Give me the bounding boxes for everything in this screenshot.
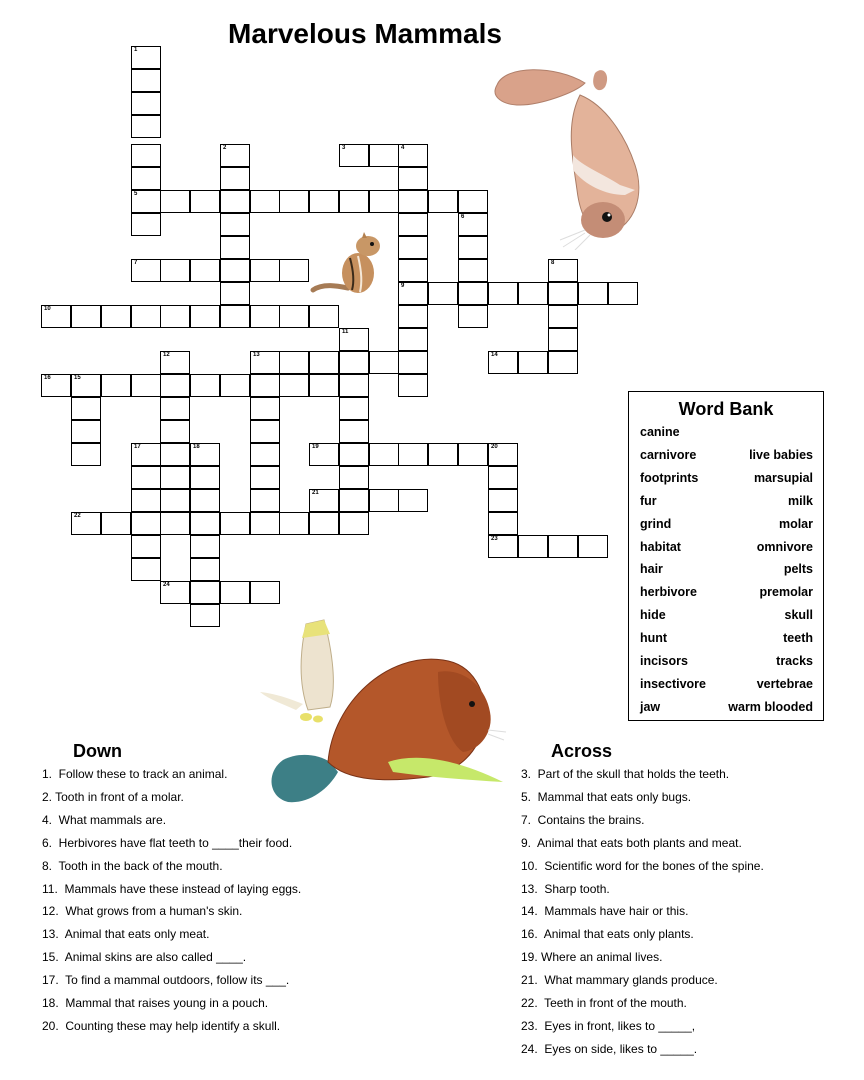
- crossword-cell[interactable]: [131, 443, 161, 466]
- crossword-cell[interactable]: [160, 443, 190, 466]
- cell-number: 17: [134, 444, 141, 450]
- crossword-cell[interactable]: [339, 144, 369, 167]
- crossword-cell[interactable]: [41, 305, 71, 328]
- crossword-cell[interactable]: [369, 443, 399, 466]
- crossword-cell[interactable]: [190, 558, 220, 581]
- crossword-cell[interactable]: [398, 236, 428, 259]
- crossword-cell[interactable]: [71, 305, 101, 328]
- crossword-cell[interactable]: [220, 144, 250, 167]
- word-bank: [628, 391, 824, 721]
- crossword-cell[interactable]: [71, 374, 101, 397]
- word-bank-word: carnivore: [640, 447, 697, 462]
- crossword-cell[interactable]: [458, 190, 488, 213]
- crossword-cell[interactable]: [71, 512, 101, 535]
- crossword-cell[interactable]: [220, 213, 250, 236]
- word-bank-word: hunt: [640, 631, 668, 646]
- crossword-cell[interactable]: [190, 259, 220, 282]
- word-bank-word: grind: [640, 516, 672, 531]
- crossword-cell[interactable]: [428, 282, 458, 305]
- crossword-cell[interactable]: [578, 282, 608, 305]
- word-bank-word: fur: [640, 493, 657, 508]
- crossword-cell[interactable]: [398, 190, 428, 213]
- word-bank-word: hide: [640, 608, 666, 623]
- word-bank-word: jaw: [640, 699, 661, 714]
- across-clue: 22. Teeth in front of the mouth.: [521, 996, 687, 1010]
- crossword-cell[interactable]: [548, 259, 578, 282]
- crossword-cell[interactable]: [190, 443, 220, 466]
- word-bank-word: pelts: [783, 562, 813, 577]
- crossword-cell[interactable]: [250, 581, 280, 604]
- word-bank-word: molar: [778, 516, 813, 531]
- crossword-cell[interactable]: [398, 443, 428, 466]
- word-bank-title: Word Bank: [678, 399, 774, 419]
- crossword-cell[interactable]: [488, 282, 518, 305]
- crossword-cell[interactable]: [339, 512, 369, 535]
- crossword-cell[interactable]: [220, 259, 250, 282]
- cell-number: 9: [401, 283, 405, 289]
- crossword-cell[interactable]: [220, 236, 250, 259]
- across-clue: 13. Sharp tooth.: [521, 881, 610, 896]
- cell-number: 13: [253, 352, 260, 358]
- crossword-cell[interactable]: [160, 397, 190, 420]
- word-bank-word: omnivore: [756, 539, 813, 554]
- crossword-cell[interactable]: [339, 466, 369, 489]
- crossword-cell[interactable]: [220, 581, 250, 604]
- crossword-cell[interactable]: [131, 259, 161, 282]
- crossword-cell[interactable]: [398, 282, 428, 305]
- cell-number: 18: [193, 444, 200, 450]
- across-clue: 24. Eyes on side, likes to _____.: [521, 1041, 698, 1056]
- word-bank-word: marsupial: [753, 470, 813, 485]
- crossword-cell[interactable]: [309, 305, 339, 328]
- crossword-cell[interactable]: [339, 420, 369, 443]
- cell-number: 4: [401, 145, 405, 151]
- crossword-cell[interactable]: [398, 328, 428, 351]
- word-bank-word: vertebrae: [756, 676, 813, 691]
- crossword-cell[interactable]: [131, 115, 161, 138]
- word-bank-word: habitat: [640, 539, 681, 554]
- beaver-illustration: [258, 612, 508, 807]
- word-bank-word: premolar: [759, 585, 813, 600]
- down-clue: 6. Herbivores have flat teeth to ____their food.: [42, 835, 293, 850]
- crossword-cell[interactable]: [369, 144, 399, 167]
- crossword-cell[interactable]: [160, 351, 190, 374]
- cell-number: 1: [134, 47, 138, 53]
- across-clue: 7. Contains the brains.: [521, 812, 645, 827]
- squirrel-illustration: [485, 65, 650, 250]
- crossword-cell[interactable]: [309, 443, 339, 466]
- crossword-cell[interactable]: [309, 351, 339, 374]
- word-bank-word: incisors: [640, 654, 688, 668]
- down-clue: 2. Tooth in front of a molar.: [42, 789, 184, 804]
- crossword-cell[interactable]: [369, 190, 399, 213]
- across-clue: 10. Scientific word for the bones of the spine.: [521, 858, 764, 873]
- crossword-cell[interactable]: [398, 259, 428, 282]
- crossword-cell[interactable]: [339, 374, 369, 397]
- crossword-cell[interactable]: [131, 144, 161, 167]
- crossword-cell[interactable]: [279, 259, 309, 282]
- crossword-cell[interactable]: [339, 190, 369, 213]
- crossword-cell[interactable]: [131, 535, 161, 558]
- crossword-cell[interactable]: [369, 489, 399, 512]
- crossword-cell[interactable]: [190, 581, 220, 604]
- cell-number: 23: [491, 536, 498, 542]
- across-clue: 9. Animal that eats both plants and meat.: [521, 835, 742, 850]
- cell-number: 12: [163, 352, 170, 358]
- crossword-cell[interactable]: [220, 190, 250, 213]
- across-clue: 16. Animal that eats only plants.: [521, 927, 694, 942]
- across-clue: 5. Mammal that eats only bugs.: [521, 789, 692, 804]
- crossword-cell[interactable]: [250, 259, 280, 282]
- across-clue: 19. Where an animal lives.: [521, 950, 663, 965]
- across-clue: 23. Eyes in front, likes to _____,: [521, 1018, 696, 1033]
- crossword-cell[interactable]: [309, 190, 339, 213]
- crossword-cell[interactable]: [131, 213, 161, 236]
- crossword-cell[interactable]: [250, 190, 280, 213]
- crossword-cell[interactable]: [190, 604, 220, 627]
- crossword-cell[interactable]: [160, 420, 190, 443]
- crossword-cell[interactable]: [458, 236, 488, 259]
- crossword-cell[interactable]: [250, 305, 280, 328]
- crossword-cell[interactable]: [250, 420, 280, 443]
- crossword-cell[interactable]: [398, 305, 428, 328]
- crossword-cell[interactable]: [101, 374, 131, 397]
- down-clue: 13. Animal that eats only meat.: [42, 927, 210, 942]
- down-clue: 18. Mammal that raises young in a pouch.: [42, 996, 269, 1010]
- crossword-cell[interactable]: [548, 282, 578, 305]
- crossword-cell[interactable]: [190, 466, 220, 489]
- cell-number: 15: [74, 375, 81, 381]
- crossword-cell[interactable]: [339, 328, 369, 351]
- crossword-cell[interactable]: [518, 282, 548, 305]
- crossword-cell[interactable]: [190, 535, 220, 558]
- crossword-cell[interactable]: [160, 581, 190, 604]
- crossword-cell[interactable]: [250, 443, 280, 466]
- crossword-cell[interactable]: [398, 167, 428, 190]
- crossword-cell[interactable]: [131, 558, 161, 581]
- cell-number: 2: [223, 145, 227, 151]
- crossword-cell[interactable]: [279, 374, 309, 397]
- down-clue: 15. Animal skins are also called ____.: [42, 950, 247, 965]
- crossword-cell[interactable]: [339, 489, 369, 512]
- crossword-cell[interactable]: [131, 512, 161, 535]
- crossword-cell[interactable]: [309, 512, 339, 535]
- crossword-cell[interactable]: [71, 443, 101, 466]
- crossword-cell[interactable]: [160, 190, 190, 213]
- down-clue: 12. What grows from a human's skin.: [42, 904, 243, 919]
- crossword-cell[interactable]: [488, 351, 518, 374]
- down-clue: 1. Follow these to track an animal.: [42, 767, 228, 781]
- crossword-cell[interactable]: [190, 374, 220, 397]
- crossword-cell[interactable]: [518, 351, 548, 374]
- crossword-cell[interactable]: [309, 374, 339, 397]
- crossword-cell[interactable]: [279, 351, 309, 374]
- crossword-cell[interactable]: [518, 535, 548, 558]
- crossword-cell[interactable]: [279, 190, 309, 213]
- crossword-cell[interactable]: [428, 190, 458, 213]
- crossword-cell[interactable]: [131, 374, 161, 397]
- word-bank-word: canine: [640, 425, 680, 439]
- crossword-cell[interactable]: [608, 282, 638, 305]
- cell-number: 5: [134, 191, 138, 197]
- crossword-cell[interactable]: [488, 535, 518, 558]
- cell-number: 7: [134, 260, 138, 266]
- crossword-cell[interactable]: [131, 46, 161, 69]
- crossword-cell[interactable]: [488, 512, 518, 535]
- crossword-cell[interactable]: [339, 443, 369, 466]
- down-clue: 20. Counting these may help identify a skull.: [42, 1018, 281, 1033]
- crossword-cell[interactable]: [41, 374, 71, 397]
- crossword-cell[interactable]: [131, 489, 161, 512]
- cell-number: 16: [44, 375, 51, 381]
- crossword-cell[interactable]: [250, 512, 280, 535]
- down-clue: 4. What mammals are.: [42, 812, 167, 827]
- cell-number: 19: [312, 444, 319, 450]
- crossword-cell[interactable]: [488, 443, 518, 466]
- down-clue: 8. Tooth in the back of the mouth.: [42, 858, 223, 873]
- crossword-cell[interactable]: [339, 351, 369, 374]
- crossword-cell[interactable]: [339, 397, 369, 420]
- page-title: Marvelous Mammals: [228, 18, 502, 49]
- crossword-cell[interactable]: [398, 374, 428, 397]
- crossword-cell[interactable]: [250, 466, 280, 489]
- crossword-cell[interactable]: [488, 489, 518, 512]
- crossword-cell[interactable]: [131, 305, 161, 328]
- crossword-cell[interactable]: [131, 167, 161, 190]
- word-bank-word: warm blooded: [728, 699, 813, 714]
- crossword-cell[interactable]: [398, 351, 428, 374]
- crossword-cell[interactable]: [101, 305, 131, 328]
- crossword-cell[interactable]: [458, 259, 488, 282]
- crossword-cell[interactable]: [220, 374, 250, 397]
- cell-number: 8: [551, 260, 555, 266]
- crossword-cell[interactable]: [548, 535, 578, 558]
- crossword-cell[interactable]: [548, 305, 578, 328]
- crossword-cell[interactable]: [190, 489, 220, 512]
- crossword-cell[interactable]: [369, 351, 399, 374]
- cell-number: 24: [163, 582, 170, 588]
- crossword-cell[interactable]: [428, 443, 458, 466]
- crossword-cell[interactable]: [250, 489, 280, 512]
- crossword-cell[interactable]: [458, 213, 488, 236]
- crossword-cell[interactable]: [220, 282, 250, 305]
- crossword-cell[interactable]: [548, 351, 578, 374]
- crossword-cell[interactable]: [160, 259, 190, 282]
- word-bank-word: milk: [787, 493, 813, 508]
- crossword-cell[interactable]: [458, 282, 488, 305]
- cell-number: 20: [491, 444, 498, 450]
- crossword-cell[interactable]: [250, 397, 280, 420]
- cell-number: 14: [491, 352, 498, 358]
- crossword-cell[interactable]: [131, 466, 161, 489]
- chipmunk-illustration: [308, 228, 388, 300]
- crossword-cell[interactable]: [131, 92, 161, 115]
- crossword-cell[interactable]: [160, 374, 190, 397]
- crossword-cell[interactable]: [160, 466, 190, 489]
- crossword-cell[interactable]: [458, 305, 488, 328]
- crossword-cell[interactable]: [398, 213, 428, 236]
- down-heading: Down: [73, 741, 122, 761]
- crossword-cell[interactable]: [220, 305, 250, 328]
- crossword-cell[interactable]: [488, 466, 518, 489]
- crossword-cell[interactable]: [398, 489, 428, 512]
- word-bank-word: skull: [784, 608, 813, 623]
- word-bank-word: tracks: [776, 654, 813, 668]
- crossword-cell[interactable]: [190, 190, 220, 213]
- cell-number: 3: [342, 145, 346, 151]
- crossword-cell[interactable]: [279, 512, 309, 535]
- crossword-cell[interactable]: [190, 512, 220, 535]
- crossword-cell[interactable]: [190, 305, 220, 328]
- crossword-cell[interactable]: [131, 69, 161, 92]
- crossword-cell[interactable]: [131, 190, 161, 213]
- cell-number: 22: [74, 513, 81, 519]
- word-bank-word: live babies: [749, 447, 813, 462]
- crossword-cell[interactable]: [309, 489, 339, 512]
- word-bank-word: insectivore: [640, 676, 707, 691]
- crossword-cell[interactable]: [160, 305, 190, 328]
- crossword-cell[interactable]: [71, 420, 101, 443]
- crossword-cell[interactable]: [250, 374, 280, 397]
- cell-number: 11: [342, 329, 349, 335]
- crossword-cell[interactable]: [398, 144, 428, 167]
- down-clue: 11. Mammals have these instead of laying eggs.: [42, 881, 302, 896]
- across-clue: 21. What mammary glands produce.: [521, 973, 718, 988]
- across-clue: 3. Part of the skull that holds the teeth.: [521, 767, 730, 781]
- crossword-cell[interactable]: [160, 489, 190, 512]
- cell-number: 10: [44, 306, 51, 312]
- word-bank-word: teeth: [783, 631, 813, 646]
- across-clue: 14. Mammals have hair or this.: [521, 904, 689, 919]
- crossword-cell[interactable]: [71, 397, 101, 420]
- word-bank-word: hair: [640, 562, 663, 577]
- cell-number: 6: [461, 214, 465, 220]
- cell-number: 21: [312, 490, 319, 496]
- word-bank-word: herbivore: [640, 585, 697, 600]
- crossword-cell[interactable]: [279, 305, 309, 328]
- crossword-cell[interactable]: [160, 512, 190, 535]
- crossword-cell[interactable]: [220, 512, 250, 535]
- crossword-cell[interactable]: [578, 535, 608, 558]
- across-heading: Across: [551, 741, 613, 761]
- crossword-cell[interactable]: [250, 351, 280, 374]
- word-bank-word: footprints: [640, 470, 699, 485]
- crossword-cell[interactable]: [101, 512, 131, 535]
- crossword-cell[interactable]: [220, 167, 250, 190]
- down-clue: 17. To find a mammal outdoors, follow its ___.: [42, 973, 290, 988]
- crossword-cell[interactable]: [458, 443, 488, 466]
- crossword-cell[interactable]: [548, 328, 578, 351]
